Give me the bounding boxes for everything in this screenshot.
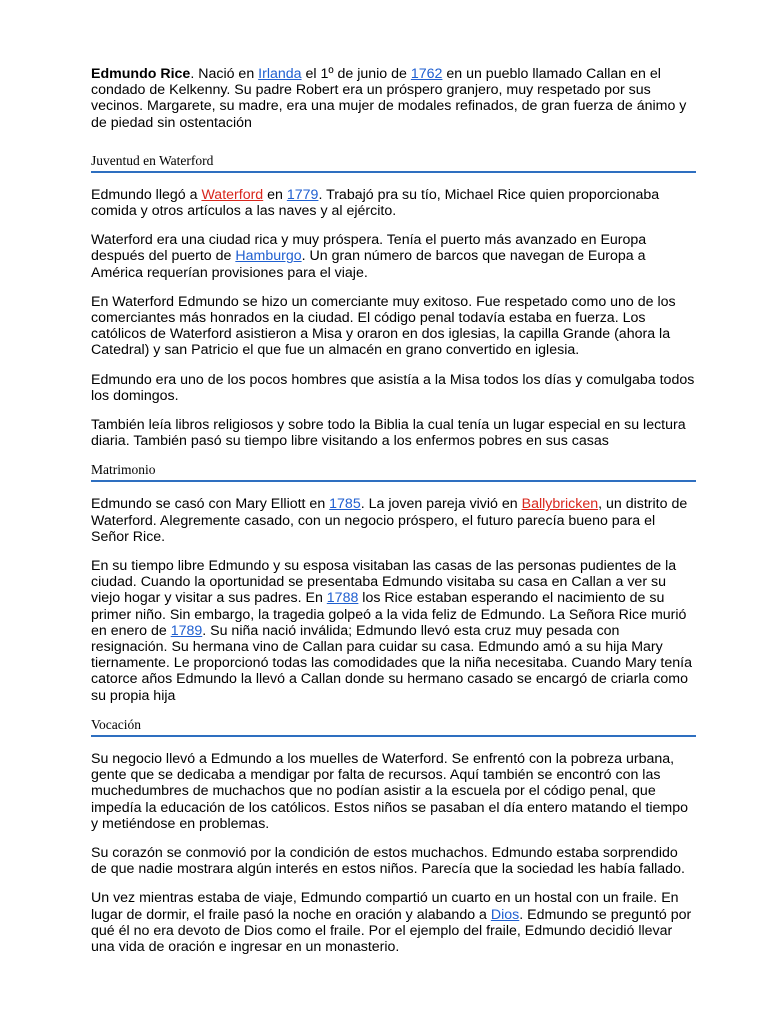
link-1779[interactable]: 1779 [286,186,319,203]
section-heading-vocacion: Vocación [91,717,696,737]
link-dios[interactable]: Dios [490,906,520,923]
paragraph: Edmundo se casó con Mary Elliott en 1785. La joven pareja vivió en Ballybricken, un distrito de Waterford. Alegremente casado, con un negocio próspero, el futuro parecía bueno para el Señor Rice. [91,496,688,545]
link-1788[interactable]: 1788 [326,590,359,607]
paragraph: Edmundo era uno de los pocos hombres que asistía a la Misa todos los días y comulgaba todos los domingos. [91,371,695,404]
link-irlanda[interactable]: Irlanda [258,66,302,82]
subject-name: Edmundo Rice [91,66,191,82]
section-heading-matrimonio: Matrimonio [91,462,696,482]
paragraph: En Waterford Edmundo se hizo un comerciante muy exitoso. Fue respetado como uno de los comerciantes más honrados en la ciudad. El código penal todavía estaba en fuerza. Los católicos de Waterford asistieron a Misa y oraron en dos iglesias, la capilla Grande (ahora la Catedral) y san Patricio el que fue un almacén en grano convertido en iglesia. [91,293,676,359]
intro-paragraph: Edmundo Rice. Nació en Irlanda el 1º de junio de 1762 en un pueblo llamado Callan en el condado de Kelkenny. Su padre Robert era un próspero granjero, muy respetado por sus vecinos. Margarete, su madre, era una mujer de modales refinados, de gran fuerza de ánimo y de piedad sin ostentación [91,66,687,131]
paragraph: En su tiempo libre Edmundo y su esposa visitaban las casas de las personas pudientes de la ciudad. Cuando la oportunidad se presentaba Edmundo visitaba su casa en Callan a ver su viejo hogar y visitar a sus padres. En 1788 los Rice estaban esperando el nacimiento de su primer niño. Sin embargo, la tragedia golpeó a la vida feliz de Edmundo. La Señora Rice murió en enero de 1789. Su niña nació inválida; Edmundo llevó esta cruz muy pesada con resignación. Su hermana vino de Callan para cuidar su casa. Edmundo amó a su hija Mary tiernamente. Le proporcionó todas las comodidades que la niña necesitaba. Cuando Mary tenía catorce años Edmundo la llevó a Callan donde su hermano casado se encargó de criarla como su propia hija [91,558,692,704]
paragraph: Su negocio llevó a Edmundo a los muelles de Waterford. Se enfrentó con la pobreza urbana, gente que se dedicaba a mendigar por falta de recursos. Aquí también se encontró con las muchedumbres de muchachos que no podían asistir a la escuela por el código penal, que impedía la educación de los católicos. Estos niños se pasaban el día entero matando el tiempo y metiéndose en problemas. [91,750,689,832]
paragraph: También leía libros religiosos y sobre todo la Biblia la cual tenía un lugar especial en su lectura diaria. También pasó su tiempo libre visitando a los enfermos pobres en sus casas [91,417,686,450]
link-1789[interactable]: 1789 [170,622,203,639]
link-waterford[interactable]: Waterford [201,186,264,203]
link-ballybricken[interactable]: Ballybricken [521,496,599,513]
link-1785[interactable]: 1785 [329,496,361,513]
link-1762[interactable]: 1762 [410,66,443,82]
paragraph: Waterford era una ciudad rica y muy próspera. Tenía el puerto más avanzado en Europa después del puerto de Hamburgo. Un gran número de barcos que navegan de Europa a América requerían provisiones para el viaje. [91,232,647,281]
paragraph: Un vez mientras estaba de viaje, Edmundo compartió un cuarto en un hostal con un fraile. En lugar de dormir, el fraile pasó la noche en oración y alabando a Dios. Edmundo se preguntó por qué él no era devoto de Dios como el fraile. Por el ejemplo del fraile, Edmundo decidió llevar una vida de oración e ingresar en un monasterio. [91,890,692,955]
link-hamburgo[interactable]: Hamburgo [235,248,302,265]
paragraph: Su corazón se conmovió por la condición de estos muchachos. Edmundo estaba sorprendido de que nadie mostrara algún interés en estos niños. Parecía que la sociedad les había fallado. [91,844,685,878]
section-heading-juventud: Juventud en Waterford [91,153,696,173]
paragraph: Edmundo llegó a Waterford en 1779. Trabajó pra su tío, Michael Rice quien proporcionaba comida y otros artículos a las naves y al ejército. [91,186,660,220]
